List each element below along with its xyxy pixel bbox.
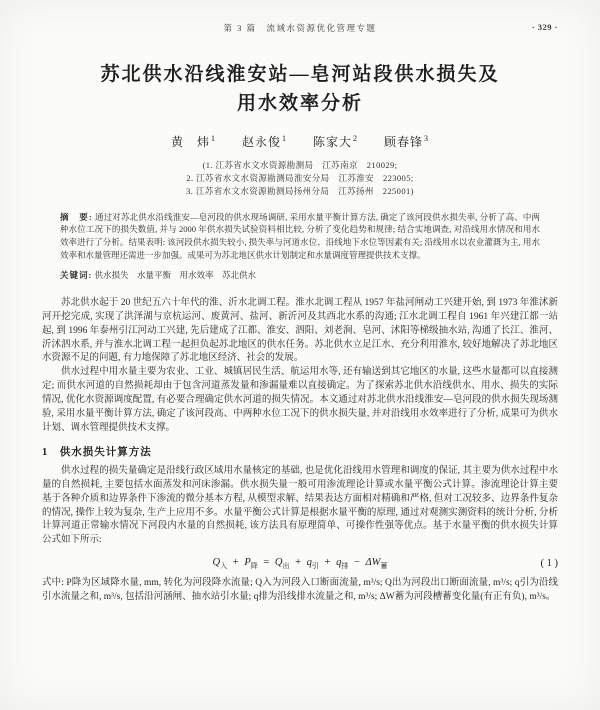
running-title: 第 3 篇 流域水资源优化管理专题: [223, 23, 377, 33]
author-affiliation-mark: 2: [353, 134, 359, 143]
formula-term: [336, 557, 349, 571]
author-line: [42, 133, 558, 150]
author-name: 顾春锋: [384, 135, 424, 149]
keywords: [60, 269, 540, 282]
formula-variable: Q: [212, 557, 221, 569]
formula-operator: +: [232, 557, 239, 569]
equation-1: [42, 555, 558, 571]
formula-operator: +: [295, 557, 302, 569]
author-name: 赵永俊: [241, 135, 281, 149]
formula-operator: −: [353, 557, 360, 569]
abstract-text: 通过对苏北供水沿线淮安—皂河段的供水现场调研, 采用水量平衡计算方法, 确定了该河段供水损失率, 分析了高、中两种水位工况下的损失数值, 并与 2000 年供水损失试验资料相比较, 分析了变化趋势和规律; 结合实地调查, 对沿线用水情况和用水效率进行了分析。结果表明: 该河段供水损失较小, 损失率与河道水位、沿线地下水位等因素有关; 沿线用水以农业灌溉为主, 用水效率和水量管理还需进一步加强。成果可为苏北地区供水计划制定和水量调度管理提供技术支撑。: [60, 211, 540, 261]
formula-subscript: 出: [282, 562, 290, 571]
formula-operator: +: [324, 557, 331, 569]
affiliations: [42, 159, 558, 199]
page-header: [42, 22, 558, 35]
author-affiliation-mark: 1: [210, 134, 216, 143]
author: [313, 135, 358, 149]
equation-number: ( 1 ): [540, 558, 558, 570]
abstract-label: 摘 要:: [60, 211, 93, 222]
body-paragraph: 供水过程中用水量主要为农业、工业、城镇居民生活、航运用水等, 还有输送到其它地区的水量, 这些水量都可以直接测定; 而供水河道的自然损耗却由于包含河道蒸发量和渗漏量难以直接确定。为了探索苏北供水沿线供水、用水、损失的实际情况, 优化水资源调度配置, 有必要合理确定供水河道的损失情况。本文通过对苏北供水沿线淮安—皂河段的供水损失现场测验, 采用水量平衡计算方法, 确定了该河段高、中两种水位工况下的供水损失量, 并对沿线用水效率进行了分析, 成果可为供水计划、调水管理提供技术支撑。: [42, 367, 558, 433]
formula-variable: q: [336, 557, 342, 569]
affiliation-line: 3. 江苏省水文水资源勘测局扬州分局 江苏扬州 225001): [186, 186, 414, 197]
author-name: 黄 炜: [170, 135, 210, 149]
page-number: · 329 ·: [531, 22, 558, 32]
paper-title: [42, 61, 558, 118]
body-paragraph: 供水过程的损失量确定是沿线行政区域用水量核定的基础, 也是优化沿线用水管理和调度的保证, 其主要为供水过程中水量的自然损耗, 主要包括水面蒸发和河床渗漏。供水损失量一般可用渗流理论计算或水量平衡公式计算。渗流理论计算主要基于各种介质和边界条件下渗流的微分基本方程, 从模型求解、结果表达方面相对精确和严格, 但对工况较多、边界条件复杂的情况, 操作上较为复杂, 生产上应用不多。水量平衡公式计算是根据水量平衡的原理, 通过对观测实测资料的统计分析, 分析计算河道正常输水情况下河段内水量的自然损耗, 该方法具有原理简单、可操作性强等优点。基于水量平衡的供水损失计算公式如下所示:: [42, 465, 558, 546]
author-affiliation-mark: 1: [282, 134, 287, 143]
formula-term: [244, 557, 258, 571]
author: [171, 135, 216, 149]
formula-term: [212, 557, 228, 571]
author-affiliation-mark: 3: [424, 134, 430, 143]
formula-operator: =: [263, 557, 270, 569]
author-name: 陈家大: [313, 135, 353, 149]
affiliation-line: 2. 江苏省水文水资源勘测局淮安分局 江苏淮安 223005;: [186, 173, 414, 184]
keywords-text: 供水损失 水量平衡 用水效率 苏北供水: [94, 270, 256, 281]
formula-term: [274, 557, 290, 571]
paper-title-line2: 用水效率分析: [236, 92, 363, 114]
paper-body: [42, 297, 558, 605]
formula-variable: Q: [274, 557, 283, 569]
author: [384, 135, 429, 149]
formula-variable: P: [244, 557, 251, 569]
formula-subscript: 排: [341, 562, 349, 571]
affiliation-line: (1. 江苏省水文水资源勘测局 江苏南京 210029;: [202, 160, 398, 170]
formula-term: [365, 557, 388, 571]
author: [242, 135, 287, 149]
abstract: [60, 211, 540, 263]
formula-subscript: 蓄: [380, 562, 388, 571]
formula-subscript: 入: [220, 562, 228, 571]
paper-title-line1: 苏北供水沿线淮安站—皂河站段供水损失及: [100, 64, 500, 85]
body-paragraph: 苏北供水起于 20 世纪五六十年代的淮、沂水北调工程。淮水北调工程从 1957 年盐河闸动工兴建开始, 到 1973 年淮沭新河开挖完成, 实现了洪泽湖与京杭运河、废黄河、盐河、新沂河及其西北水系的沟通; 江水北调工程自 1961 年兴建江都一站起, 到 1996 年泰州引江河动工兴建, 先后建成了江都、淮安、泗阳、刘老涧、皂河、沭阳等梯级抽水站, 沟通了长江、淮河、沂沭泗水系, 并与淮水北调工程一起担负起苏北地区的供水任务。苏北供水立足江水、充分利用淮水, 较好地解决了苏北地区水资源不足的问题, 有力地保障了苏北地区经济、社会的发展。: [42, 298, 558, 364]
formula-explanation: 式中: P降为区域降水量, mm, 转化为河段降水流量; Q入为河段入口断面流量, m³/s; Q出为河段出口断面流量, m³/s; q引为沿线引水流量之和, m³/s, 包括沿河涵闸、抽水站引水量; q排为沿线排水流量之和, m³/s; ΔW蓄为河段槽蓄变化量(有正有负), m³/s。: [42, 578, 558, 603]
keywords-label: 关键词:: [60, 270, 93, 281]
formula-variable: q: [306, 557, 312, 569]
formula-subscript: 降: [250, 562, 258, 571]
formula-subscript: 引: [311, 562, 319, 571]
section-heading: 1 供水损失计算方法: [42, 446, 152, 458]
formula-variable: ΔW: [365, 557, 381, 569]
formula-term: [306, 557, 319, 571]
